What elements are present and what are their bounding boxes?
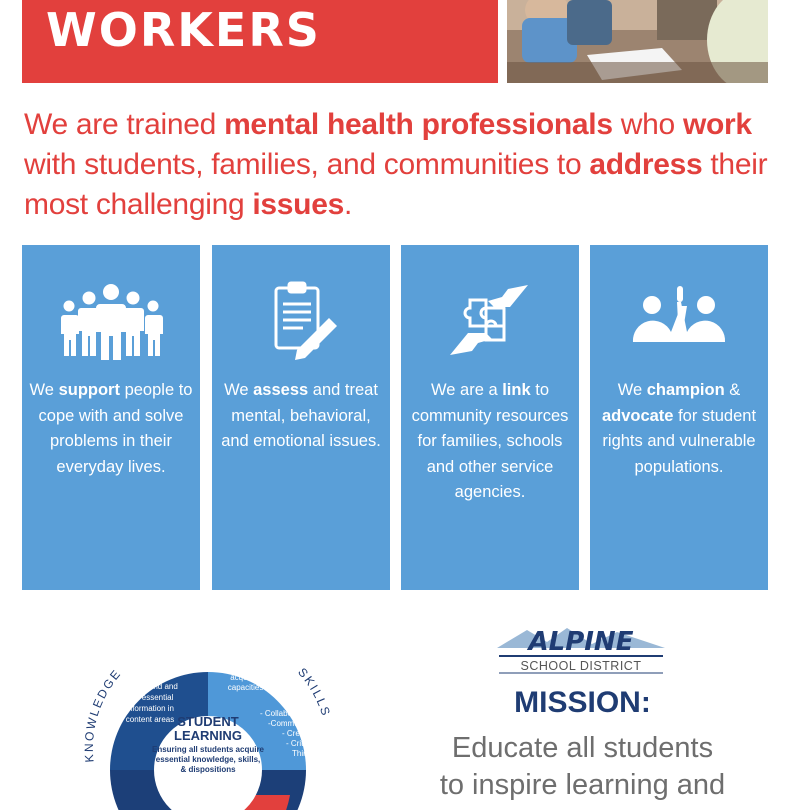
skills-text <box>228 663 273 692</box>
student-learning-diagram <box>60 620 360 810</box>
card-link <box>401 245 579 590</box>
svg-text:LEARNING: LEARNING <box>174 728 242 743</box>
knowledge-text <box>122 671 178 724</box>
people-group-icon <box>51 280 171 360</box>
meeting-photo <box>507 0 768 83</box>
svg-text:content areas: content areas <box>125 715 175 724</box>
svg-text:- Collaboration: - Collaboration <box>260 709 313 718</box>
card-assess <box>212 245 390 590</box>
svg-text:essential knowledge, skills,: essential knowledge, skills, <box>155 755 261 764</box>
card-champion-text: We champion & advocate for student rights and vulnerable populations. <box>601 381 757 476</box>
alpine-district-logo <box>497 624 665 674</box>
svg-text:- Creativity: - Creativity <box>282 729 321 738</box>
card-support <box>22 245 200 590</box>
card-link-text: We are a link to community resources for families, schools and other service agencies. <box>411 381 569 501</box>
clipboard-pen-icon <box>241 280 361 360</box>
puzzle-hands-icon <box>430 280 550 360</box>
svg-text:- Critical: - Critical <box>286 739 316 748</box>
svg-text:STUDENT: STUDENT <box>177 714 239 729</box>
header-photo <box>507 0 768 83</box>
mission-statement: Educate all students to inspire learning and <box>439 732 726 801</box>
skills-label: SKILLS <box>295 665 334 719</box>
page-title: WORKERS <box>46 3 321 57</box>
svg-text:capacities of: capacities of <box>227 683 273 692</box>
card-support-text: We support people to cope with and solve problems in their everyday lives. <box>29 381 193 476</box>
svg-text:understand and: understand and <box>122 682 178 691</box>
knowledge-label: KNOWLEDGE <box>81 665 125 763</box>
card-assess-text: We assess and treat mental, behavioral, and emotional issues. <box>221 381 381 450</box>
high-five-icon <box>619 280 739 360</box>
svg-text:Thinking: Thinking <box>292 749 323 758</box>
svg-text:Ensuring all students acquire: Ensuring all students acquire <box>151 745 265 754</box>
svg-text:-Communication: -Communication <box>268 719 327 728</box>
svg-text:SCHOOL DISTRICT: SCHOOL DISTRICT <box>520 659 642 673</box>
svg-text:acquire the: acquire the <box>230 673 270 682</box>
svg-text:use essential: use essential <box>126 693 174 702</box>
header-banner <box>22 0 498 83</box>
card-champion <box>590 245 768 590</box>
svg-text:& dispositions: & dispositions <box>180 765 236 774</box>
mission-title: MISSION: <box>514 686 651 719</box>
svg-text:ALPINE: ALPINE <box>528 627 634 657</box>
intro-statement: We are trained mental health professionals who work with students, families, and communities to address their most challenging issues. <box>24 108 768 221</box>
svg-text:Students: Students <box>234 663 266 672</box>
svg-text:information in: information in <box>125 704 175 713</box>
svg-text:Students: Students <box>134 671 166 680</box>
